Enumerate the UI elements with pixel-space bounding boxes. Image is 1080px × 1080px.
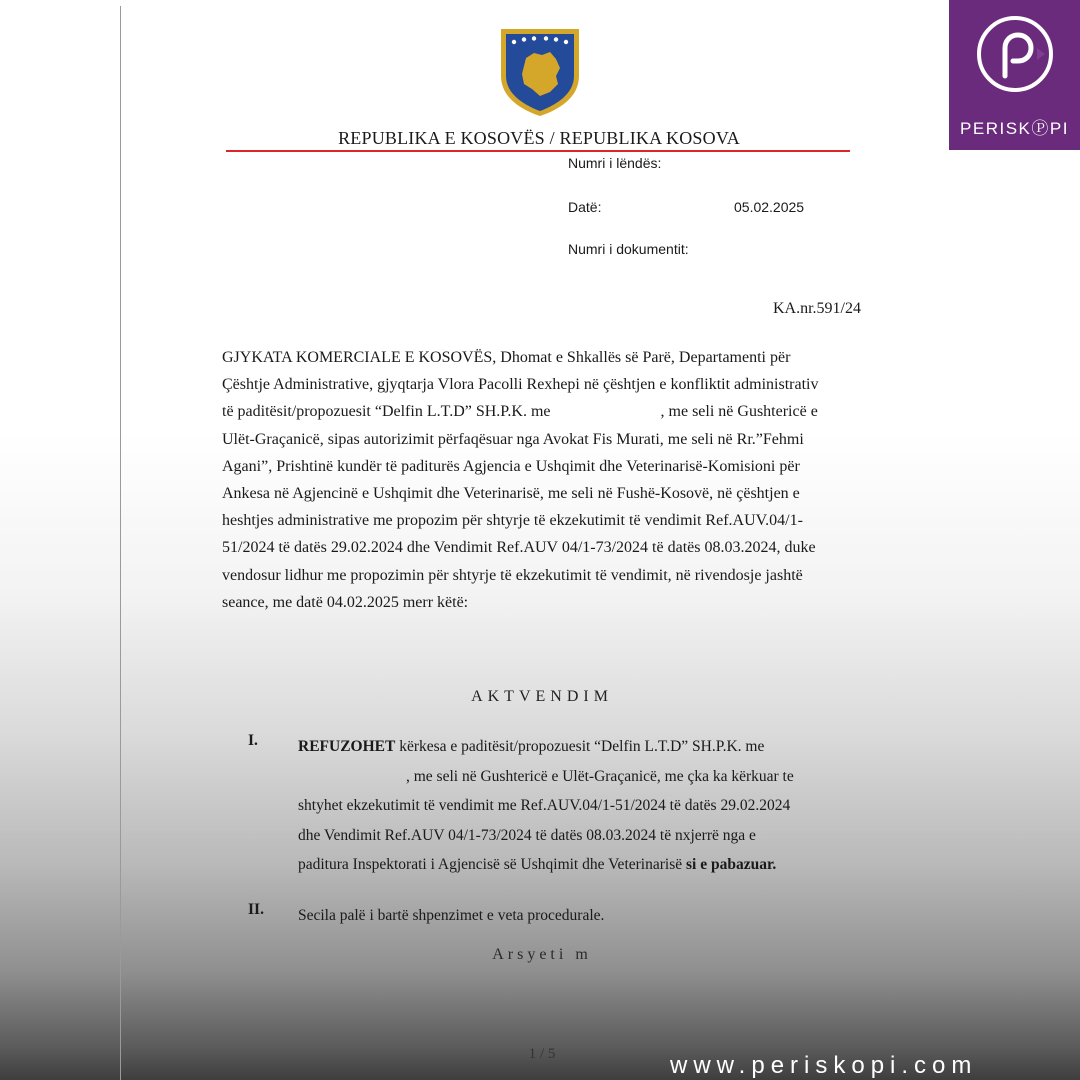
decision-heading: AKTVENDIM [471, 688, 613, 705]
intro-line: 51/2024 të datës 29.02.2024 dhe Vendimit Ref.AUV 04/1-73/2024 të datës 08.03.2024, duke [222, 539, 816, 557]
item-line-part: paditura Inspektorati i Agjencisë së Ushqimit dhe Veterinarisë [298, 856, 686, 874]
intro-line [222, 398, 862, 425]
country-header: REPUBLIKA E KOSOVËS / REPUBLIKA KOSOVA [338, 128, 740, 148]
intro-line: GJYKATA KOMERCIALE E KOSOVËS, Dhomat e Shkallës së Parë, Departamenti për [222, 349, 791, 366]
brand-name: PERISKⓅPI [960, 119, 1069, 138]
intro-line: seance, me datë 04.02.2025 merr këtë: [222, 593, 469, 611]
page-number: 1 / 5 [528, 1046, 556, 1062]
header-red-rule [226, 150, 850, 152]
item-line: dhe Vendimit Ref.AUV 04/1-73/2024 të datës 08.03.2024 të nxjerrë nga e [298, 826, 756, 844]
item-text [298, 732, 858, 880]
intro-line: Ankesa në Agjencinë e Ushqimit dhe Veterinarisë, me seli në Fushë-Kosovë, në çështjen e [222, 485, 800, 503]
page-edge-line [120, 6, 121, 1080]
item-line [298, 732, 858, 762]
item-bold-tail: si e pabazuar. [685, 856, 777, 874]
item-line-part: , me seli në Gushtericë e Ulët-Graçanicë, me çka ka kërkuar te [406, 767, 794, 785]
periskopi-logo-icon [975, 14, 1055, 94]
website-url: www.periskopi.com [670, 1052, 978, 1079]
item-line [298, 850, 858, 880]
intro-line: Ulët-Graçanicë, sipas autorizimit përfaqësuar nga Avokat Fis Murati, me seli në Rr.”Fehmi [222, 430, 804, 448]
item-number: I. [248, 732, 258, 749]
item-number: II. [248, 901, 264, 918]
intro-line: heshtjes administrative me propozim për shtyrje të ekzekutimit të vendimit Ref.AUV.04/1- [222, 512, 803, 530]
kosovo-coat-of-arms-icon [498, 26, 582, 118]
case-reference: KA.nr.591/24 [773, 300, 861, 317]
date-value: 05.02.2025 [734, 199, 805, 215]
intro-line: Agani”, Prishtinë kundër të paditurës Agjencia e Ushqimit dhe Veterinarisë-Komisioni për [222, 457, 800, 475]
item-text: Secila palë i bartë shpenzimet e veta procedurale. [298, 907, 605, 924]
date-label: Datë: [568, 199, 602, 215]
item-line-part: kërkesa e paditësit/propozuesit “Delfin L.T.D” SH.P.K. me [395, 738, 765, 755]
item-line: shtyhet ekzekutimit të vendimit me Ref.AUV.04/1-51/2024 të datës 29.02.2024 [298, 797, 791, 815]
intro-line-part: , me seli në Gushtericë e [660, 403, 818, 421]
periskopi-brand-badge [949, 0, 1080, 150]
document-number-label: Numri i dokumentit: [568, 241, 689, 257]
intro-line-part: të paditësit/propozuesit “Delfin L.T.D” SH.P.K. me [222, 403, 551, 421]
intro-paragraph [222, 344, 862, 616]
intro-line: Çështje Administrative, gjyqtarja Vlora Pacolli Rexhepi në çështjen e konfliktit administrativ [222, 376, 819, 394]
intro-line: vendosur lidhur me propozimin për shtyrje të ekzekutimit të vendimit, në rivendosje jashtë [222, 566, 803, 584]
item-bold-lead: REFUZOHET [298, 738, 396, 755]
item-line [298, 762, 858, 792]
case-number-label: Numri i lëndës: [568, 155, 662, 171]
reasoning-heading: Arsyeti m [492, 946, 592, 963]
